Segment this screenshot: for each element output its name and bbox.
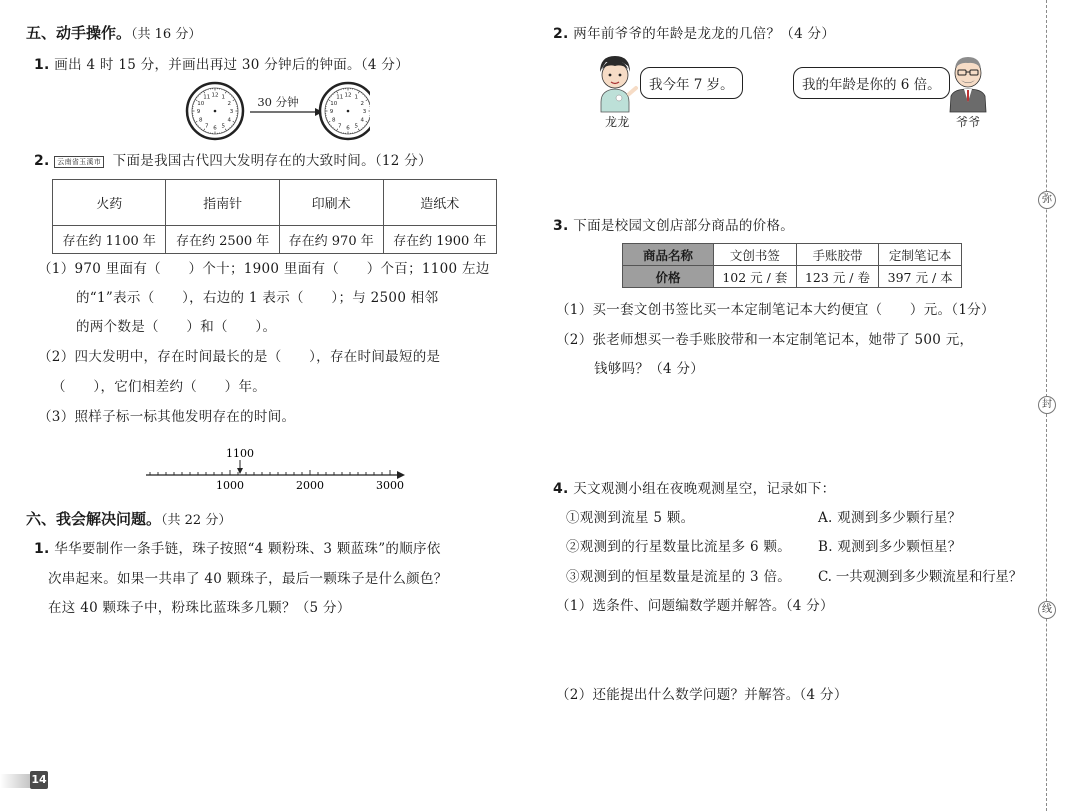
s5-q2-number: 2. [34, 153, 50, 169]
svg-text:8: 8 [198, 117, 203, 124]
price-table-item: 定制笔记本 [879, 244, 962, 266]
axis-arrow-icon [397, 471, 405, 479]
price-table-price: 102 元 / 套 [714, 266, 797, 288]
svg-text:7: 7 [338, 123, 342, 130]
s5-q2 [34, 149, 432, 169]
section5-heading [26, 22, 201, 43]
s5-q2-sub3: （3）照样子标一标其他发明存在的时间。 [38, 409, 296, 425]
s5-q2-sub2-line1: （2）四大发明中，存在时间最长的是（ ），存在时间最短的是 [38, 349, 441, 365]
svg-text:12: 12 [211, 92, 219, 99]
number-line [140, 444, 410, 496]
price-table-row-header: 价格 [623, 266, 714, 288]
s6-q1-line3: 在这 40 颗珠子中，粉珠比蓝珠多几颗？（5 分） [48, 600, 351, 616]
price-table-price: 397 元 / 本 [879, 266, 962, 288]
inventions-value: 存在约 1900 年 [383, 226, 496, 254]
r-q4-question-a: A. 观测到多少颗行星？ [818, 510, 962, 526]
arrow-right-icon [250, 108, 323, 116]
s5-q2-text: 下面是我国古代四大发明存在的大致时间。（12 分） [112, 153, 432, 169]
down-arrow-icon [237, 460, 243, 474]
r-q4-text: 天文观测小组在夜晚观测星空，记录如下： [573, 481, 836, 497]
r-q4-sub2: （2）还能提出什么数学问题？并解答。（4 分） [556, 687, 848, 703]
r-q3-sub2-line1: （2）张老师想买一卷手账胶带和一本定制笔记本，她带了 500 元， [556, 332, 974, 348]
r-q4 [553, 477, 835, 497]
numberline-tick-label: 1000 [216, 479, 244, 492]
svg-text:9: 9 [329, 109, 334, 115]
svg-text:11: 11 [203, 94, 211, 101]
svg-text:10: 10 [330, 100, 338, 107]
inventions-value: 存在约 970 年 [279, 226, 383, 254]
r-q3-number: 3. [553, 218, 569, 234]
r-q2 [553, 22, 835, 42]
boy-label: 龙龙 [605, 115, 630, 129]
inventions-header: 火药 [53, 180, 166, 226]
r-q4-condition-1: ①观测到流星 5 颗。 [566, 510, 695, 526]
svg-text:6: 6 [346, 125, 350, 132]
svg-text:3: 3 [229, 109, 234, 115]
svg-text:5: 5 [354, 123, 358, 130]
r-q4-number: 4. [553, 481, 569, 497]
section5-title: 五、动手操作。 [26, 24, 132, 42]
r-q4-condition-3: ③观测到的恒星数量是流星的 3 倍。 [566, 569, 792, 585]
r-q3 [553, 214, 794, 234]
s6-q1-line1 [34, 537, 441, 557]
svg-text:9: 9 [196, 109, 201, 115]
svg-text:4: 4 [227, 117, 232, 124]
margin-mark: 弥 [1038, 191, 1056, 209]
margin-mark: 线 [1038, 601, 1056, 619]
page-number-badge [0, 771, 48, 791]
s5-q1-number: 1. [34, 57, 50, 73]
svg-text:1: 1 [221, 94, 225, 101]
r-q3-sub1: （1）买一套文创书签比买一本定制笔记本大约便宜（ ）元。（1分） [556, 302, 995, 318]
price-table-item: 文创书签 [714, 244, 797, 266]
svg-text:2: 2 [360, 100, 365, 107]
inventions-header: 造纸术 [383, 180, 496, 226]
inventions-header: 指南针 [166, 180, 279, 226]
grandpa-illustration-icon [944, 52, 992, 114]
svg-text:6: 6 [213, 125, 217, 132]
svg-text:2: 2 [227, 100, 232, 107]
s6-q1-text-1: 华华要制作一条手链，珠子按照“4 颗粉珠、3 颗蓝珠”的顺序依 [54, 541, 441, 557]
r-q4-condition-2: ②观测到的行星数量比流星多 6 颗。 [566, 539, 792, 555]
inventions-value: 存在约 1100 年 [53, 226, 166, 254]
svg-text:11: 11 [336, 94, 344, 101]
price-table-price: 123 元 / 卷 [796, 266, 879, 288]
inventions-header: 印刷术 [279, 180, 383, 226]
svg-text:10: 10 [197, 100, 205, 107]
s5-q2-sub2-line2: （ ），它们相差约（ ）年。 [52, 379, 267, 395]
r-q4-question-c: C. 一共观测到多少颗流星和行星？ [818, 569, 1023, 585]
s6-q1-number: 1. [34, 541, 50, 557]
r-q2-number: 2. [553, 26, 569, 42]
r-q4-sub1: （1）选条件、问题编数学题并解答。（4 分） [556, 598, 834, 614]
price-table [622, 243, 962, 288]
numberline-marker-label: 1100 [226, 447, 254, 460]
s5-q2-sub1-line2: 的“1”表示（ ），右边的 1 表示（ ）；与 2500 相邻 [76, 290, 439, 306]
grandpa-speech-bubble: 我的年龄是你的 6 倍。 [793, 67, 950, 99]
s5-q2-sub1-line3: 的两个数是（ ）和（ ）。 [76, 319, 277, 335]
margin-mark: 封 [1038, 396, 1056, 414]
svg-text:8: 8 [331, 117, 336, 124]
clock-face-left-icon [187, 83, 243, 139]
svg-text:7: 7 [205, 123, 209, 130]
section6-heading [26, 508, 231, 529]
s5-q1-text: 画出 4 时 15 分，并画出再过 30 分钟后的钟面。（4 分） [54, 57, 409, 73]
s5-q1 [34, 53, 409, 73]
clock-diagram [180, 80, 370, 142]
region-tag: 云南省玉溪市 [54, 156, 104, 168]
price-table-row-header: 商品名称 [623, 244, 714, 266]
svg-text:1: 1 [354, 94, 358, 101]
section6-points: （共 22 分） [161, 513, 232, 528]
r-q4-question-b: B. 观测到多少颗恒星？ [818, 539, 962, 555]
numberline-tick-label: 2000 [296, 479, 324, 492]
page-number: 14 [30, 771, 48, 789]
inventions-table [52, 179, 497, 254]
svg-text:3: 3 [362, 109, 367, 115]
clock-face-right-icon [320, 83, 370, 139]
r-q2-text: 两年前爷爷的年龄是龙龙的几倍？（4 分） [573, 26, 836, 42]
section5-points: （共 16 分） [131, 27, 202, 42]
numberline-tick-label: 3000 [376, 479, 404, 492]
inventions-value: 存在约 2500 年 [166, 226, 279, 254]
boy-speech-bubble: 我今年 7 岁。 [640, 67, 743, 99]
s5-q2-sub1-line1: （1）970 里面有（ ）个十；1900 里面有（ ）个百；1100 左边 [38, 261, 490, 277]
r-q3-text: 下面是校园文创店部分商品的价格。 [573, 218, 795, 234]
arrow-label: 30 分钟 [257, 95, 299, 109]
s6-q1-line2: 次串起来。如果一共串了 40 颗珠子，最后一颗珠子是什么颜色？ [48, 571, 448, 587]
grandpa-label: 爷爷 [956, 115, 981, 129]
svg-text:5: 5 [221, 123, 225, 130]
r-q3-sub2-line2: 钱够吗？（4 分） [594, 361, 705, 377]
section6-title: 六、我会解决问题。 [26, 510, 162, 528]
boy-illustration-icon [592, 52, 638, 114]
svg-text:12: 12 [344, 92, 352, 99]
price-table-item: 手账胶带 [796, 244, 879, 266]
svg-text:4: 4 [360, 117, 365, 124]
